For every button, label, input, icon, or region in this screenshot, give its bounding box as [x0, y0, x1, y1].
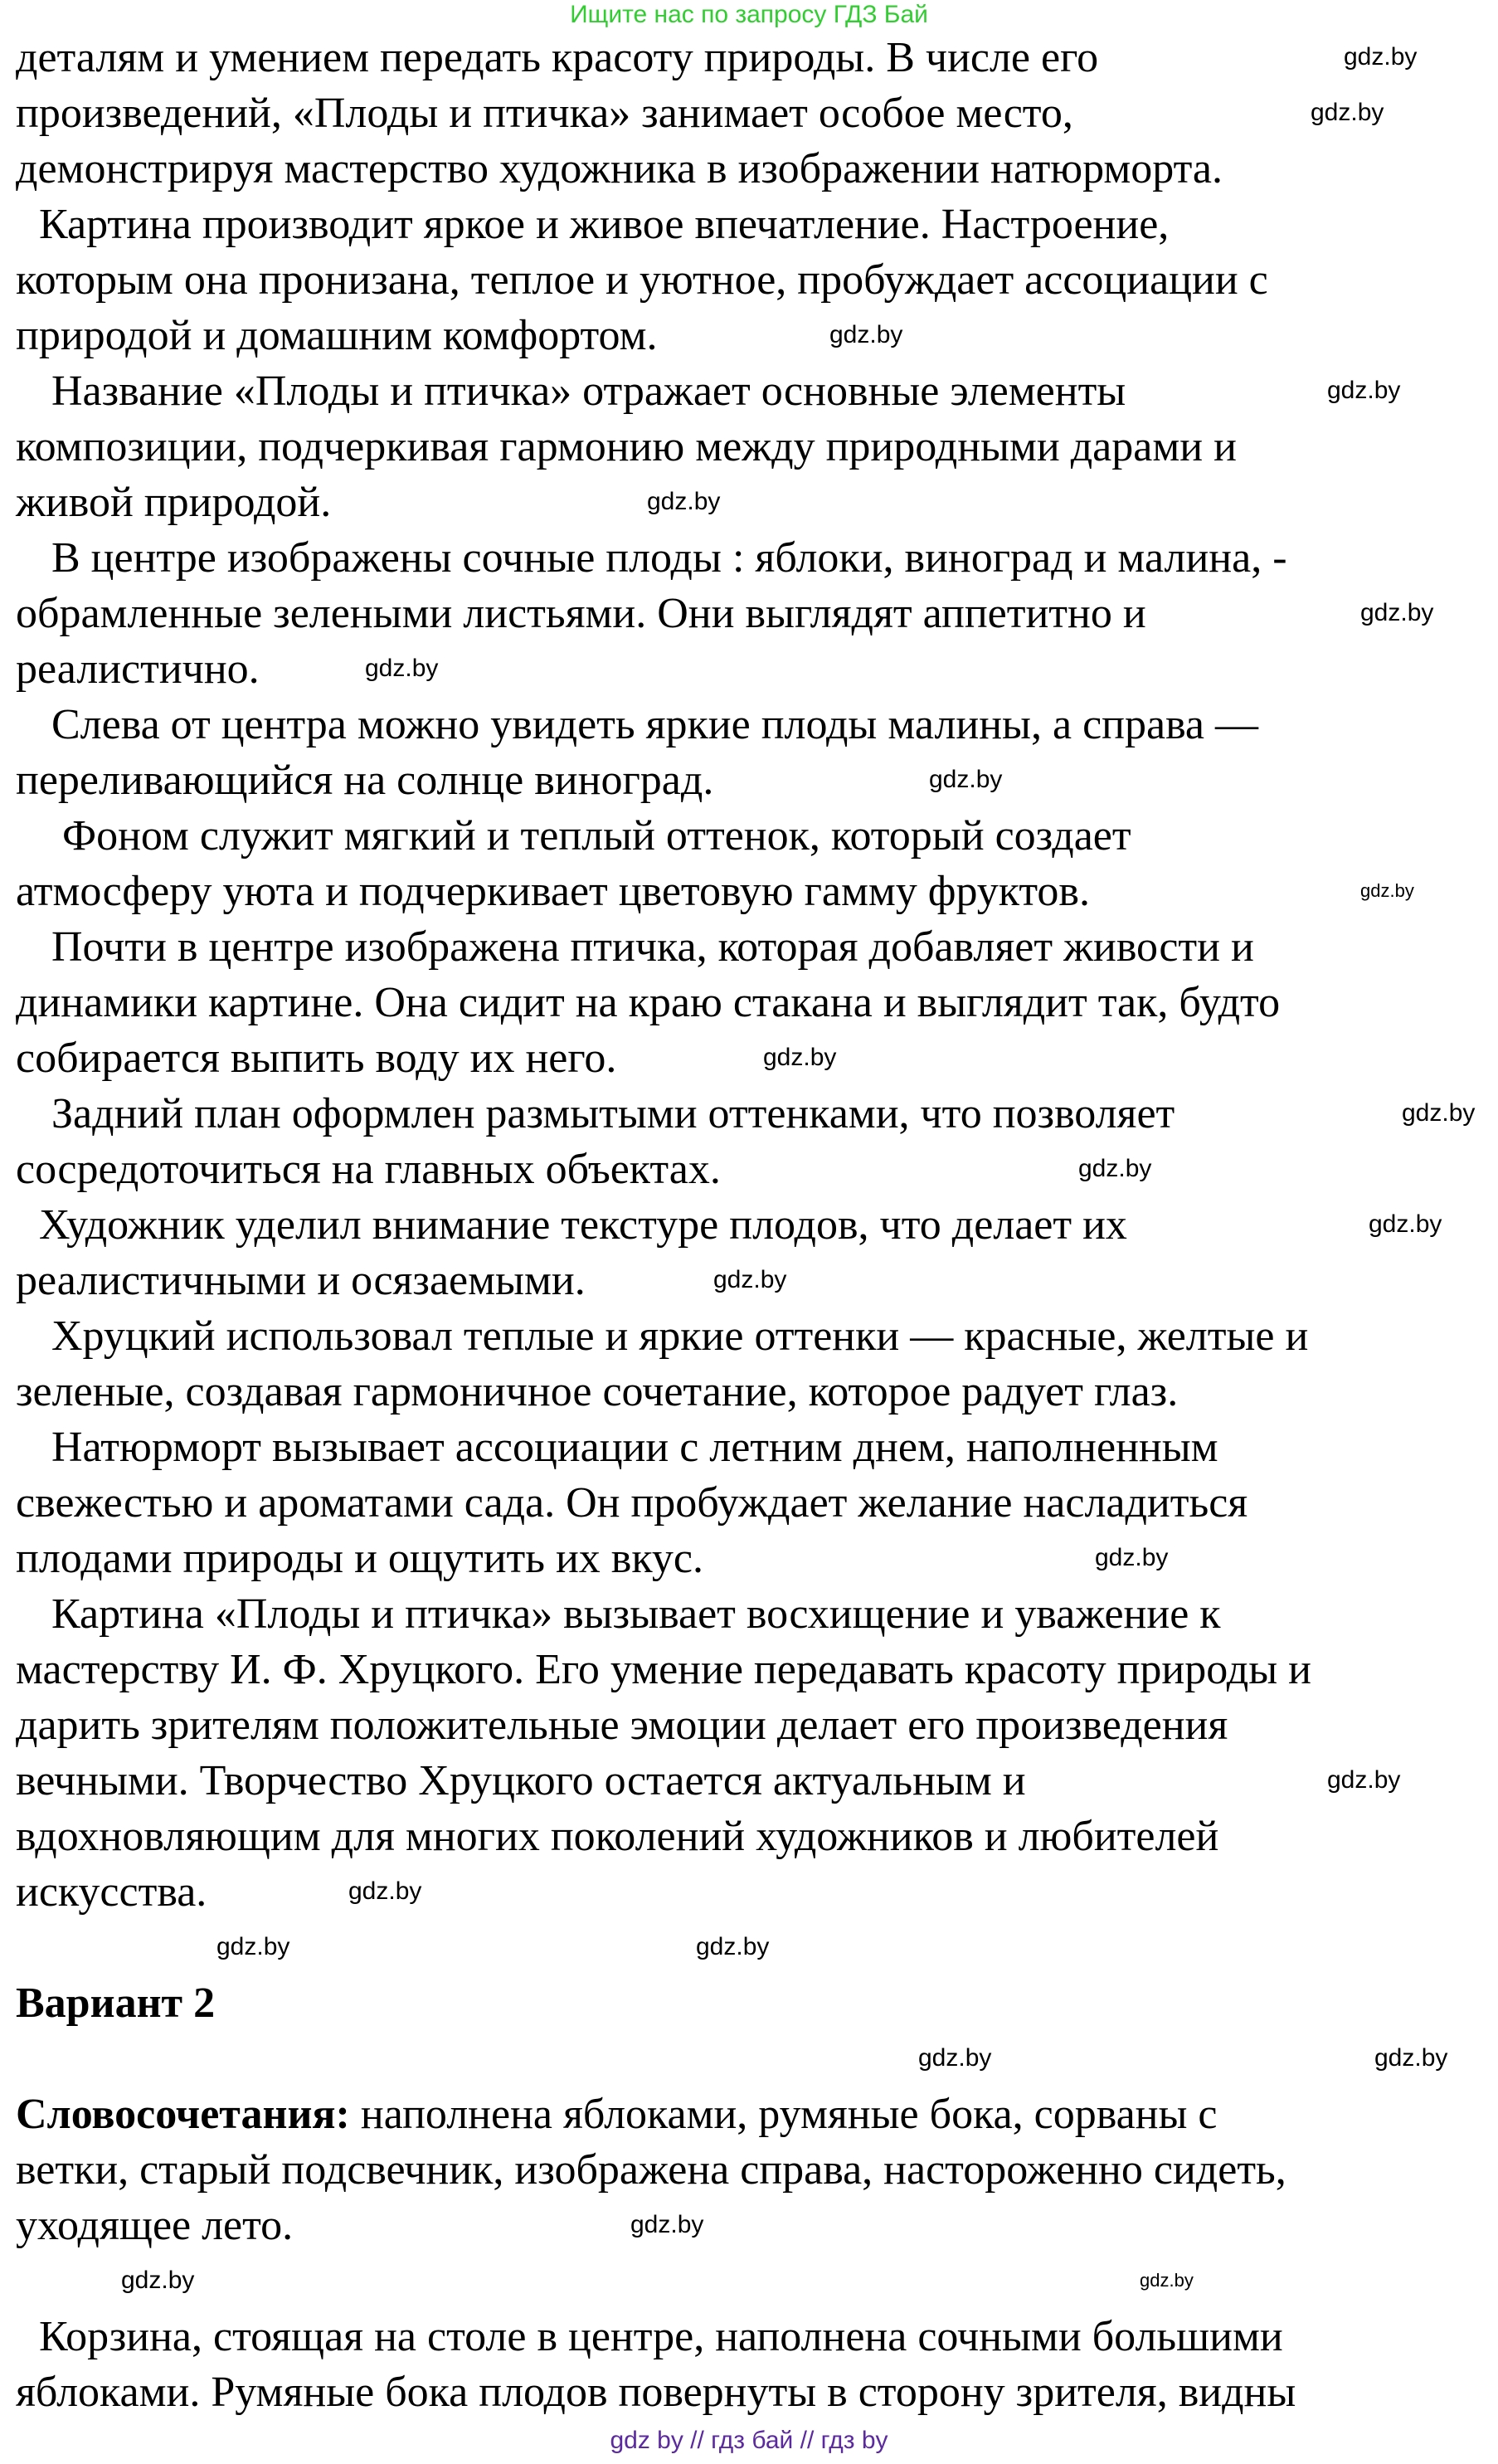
- text-line: свежестью и ароматами сада. Он пробуждает желание насладиться: [16, 1479, 1248, 1527]
- watermark: gdz.by: [929, 766, 1003, 793]
- text-line: деталям и умением передать красоту природы. В числе его: [16, 34, 1099, 81]
- text-line: которым она пронизана, теплое и уютное, пробуждает ассоциации с: [16, 256, 1268, 304]
- text-line: реалистично.: [16, 645, 260, 693]
- watermark: gdz.by: [1374, 2044, 1448, 2072]
- phrases-text: наполнена яблоками, румяные бока, сорваны с: [349, 2091, 1218, 2138]
- text-line: реалистичными и осязаемыми.: [16, 1257, 586, 1304]
- text-line: Фоном служит мягкий и теплый оттенок, который создает: [62, 812, 1131, 859]
- text-line: собирается выпить воду их него.: [16, 1035, 617, 1082]
- text-line: плодами природы и ощутить их вкус.: [16, 1535, 703, 1582]
- text-line: Хруцкий использовал теплые и яркие оттенки — красные, желтые и: [51, 1312, 1309, 1360]
- blank-line: [16, 2031, 1311, 2087]
- watermark: gdz.by: [1078, 1155, 1152, 1182]
- watermark: gdz.by: [1311, 99, 1384, 126]
- watermark: gdz.by: [829, 321, 903, 348]
- phrases-label: Словосочетания:: [16, 2091, 350, 2138]
- text-line: Картина «Плоды и птичка» вызывает восхищение и уважение к: [51, 1590, 1221, 1638]
- watermark: gdz.by: [1344, 43, 1418, 71]
- text-line: мастерству И. Ф. Хруцкого. Его умение передавать красоту природы и: [16, 1646, 1311, 1693]
- watermark: gdz.by: [1360, 599, 1434, 626]
- text-line: Натюрморт вызывает ассоциации с летним днем, наполненным: [51, 1424, 1218, 1471]
- text-line: Картина производит яркое и живое впечатление. Настроение,: [39, 201, 1170, 248]
- text-line: дарить зрителям положительные эмоции делает его произведения: [16, 1702, 1228, 1749]
- watermark: gdz.by: [713, 1266, 787, 1293]
- text-line: переливающийся на солнце виноград.: [16, 757, 714, 804]
- watermark: gdz.by: [365, 655, 439, 682]
- watermark: gdz.by: [1095, 1544, 1169, 1571]
- text-line: ветки, старый подсвечник, изображена справа, настороженно сидеть,: [16, 2146, 1286, 2194]
- text-line: живой природой.: [16, 479, 332, 526]
- footer-links: gdz by // гдз бай // гдз by: [610, 2427, 888, 2454]
- watermark: gdz.by: [1327, 1766, 1401, 1794]
- watermark: gdz.by: [1402, 1099, 1476, 1127]
- watermark: gdz.by: [121, 2267, 195, 2294]
- variant-heading: Вариант 2: [16, 1979, 216, 2027]
- text-line: обрамленные зелеными листьями. Они выглядят аппетитно и: [16, 590, 1146, 637]
- text-line: сосредоточиться на главных объектах.: [16, 1146, 721, 1193]
- text-line: Почти в центре изображена птичка, которая добавляет живости и: [51, 923, 1254, 971]
- text-line: яблоками. Румяные бока плодов повернуты в сторону зрителя, видны: [16, 2369, 1296, 2416]
- watermark: gdz.by: [1369, 1210, 1442, 1238]
- text-line: Корзина, стоящая на столе в центре, наполнена сочными большими: [39, 2313, 1283, 2360]
- text-line: вечными. Творчество Хруцкого остается актуальным и: [16, 1757, 1026, 1804]
- watermark: gdz.by: [763, 1044, 837, 1071]
- text-line: искусства.: [16, 1868, 207, 1916]
- watermark: gdz.by: [918, 2044, 992, 2072]
- watermark: gdz.by: [1327, 377, 1401, 404]
- text-line: Название «Плоды и птичка» отражает основные элементы: [51, 368, 1126, 415]
- watermark: gdz.by: [696, 1933, 770, 1960]
- text-line: уходящее лето.: [16, 2202, 294, 2249]
- watermark: gdz.by: [348, 1877, 422, 1905]
- watermark: gdz.by: [1140, 2270, 1194, 2291]
- text-line: В центре изображены сочные плоды : яблоки, виноград и малина, -: [51, 534, 1287, 582]
- text-line: [16, 2087, 1311, 2142]
- text-line: зеленые, создавая гармоничное сочетание, которое радует глаз.: [16, 1368, 1179, 1415]
- document-text: [16, 30, 1311, 2420]
- text-line: Слева от центра можно увидеть яркие плоды малины, а справа —: [51, 701, 1259, 748]
- watermark: gdz.by: [630, 2211, 704, 2238]
- blank-line: [16, 1920, 1311, 1975]
- blank-line: [16, 2253, 1311, 2309]
- text-line: природой и домашним комфортом.: [16, 312, 658, 359]
- watermark: gdz.by: [216, 1933, 290, 1960]
- text-line: Художник уделил внимание текстуре плодов, что делает их: [39, 1201, 1127, 1249]
- text-line: динамики картине. Она сидит на краю стакана и выглядит так, будто: [16, 979, 1281, 1026]
- text-line: вдохновляющим для многих поколений художников и любителей: [16, 1813, 1219, 1860]
- search-hint-banner: Ищите нас по запросу ГДЗ Бай: [570, 1, 928, 28]
- text-line: композиции, подчеркивая гармонию между природными дарами и: [16, 423, 1237, 470]
- text-line: демонстрируя мастерство художника в изображении натюрморта.: [16, 145, 1223, 192]
- watermark: gdz.by: [1360, 880, 1414, 901]
- watermark: gdz.by: [647, 488, 721, 515]
- text-line: атмосферу уюта и подчеркивает цветовую гамму фруктов.: [16, 868, 1090, 915]
- text-line: Задний план оформлен размытыми оттенками, что позволяет: [51, 1090, 1175, 1137]
- text-line: произведений, «Плоды и птичка» занимает особое место,: [16, 90, 1073, 137]
